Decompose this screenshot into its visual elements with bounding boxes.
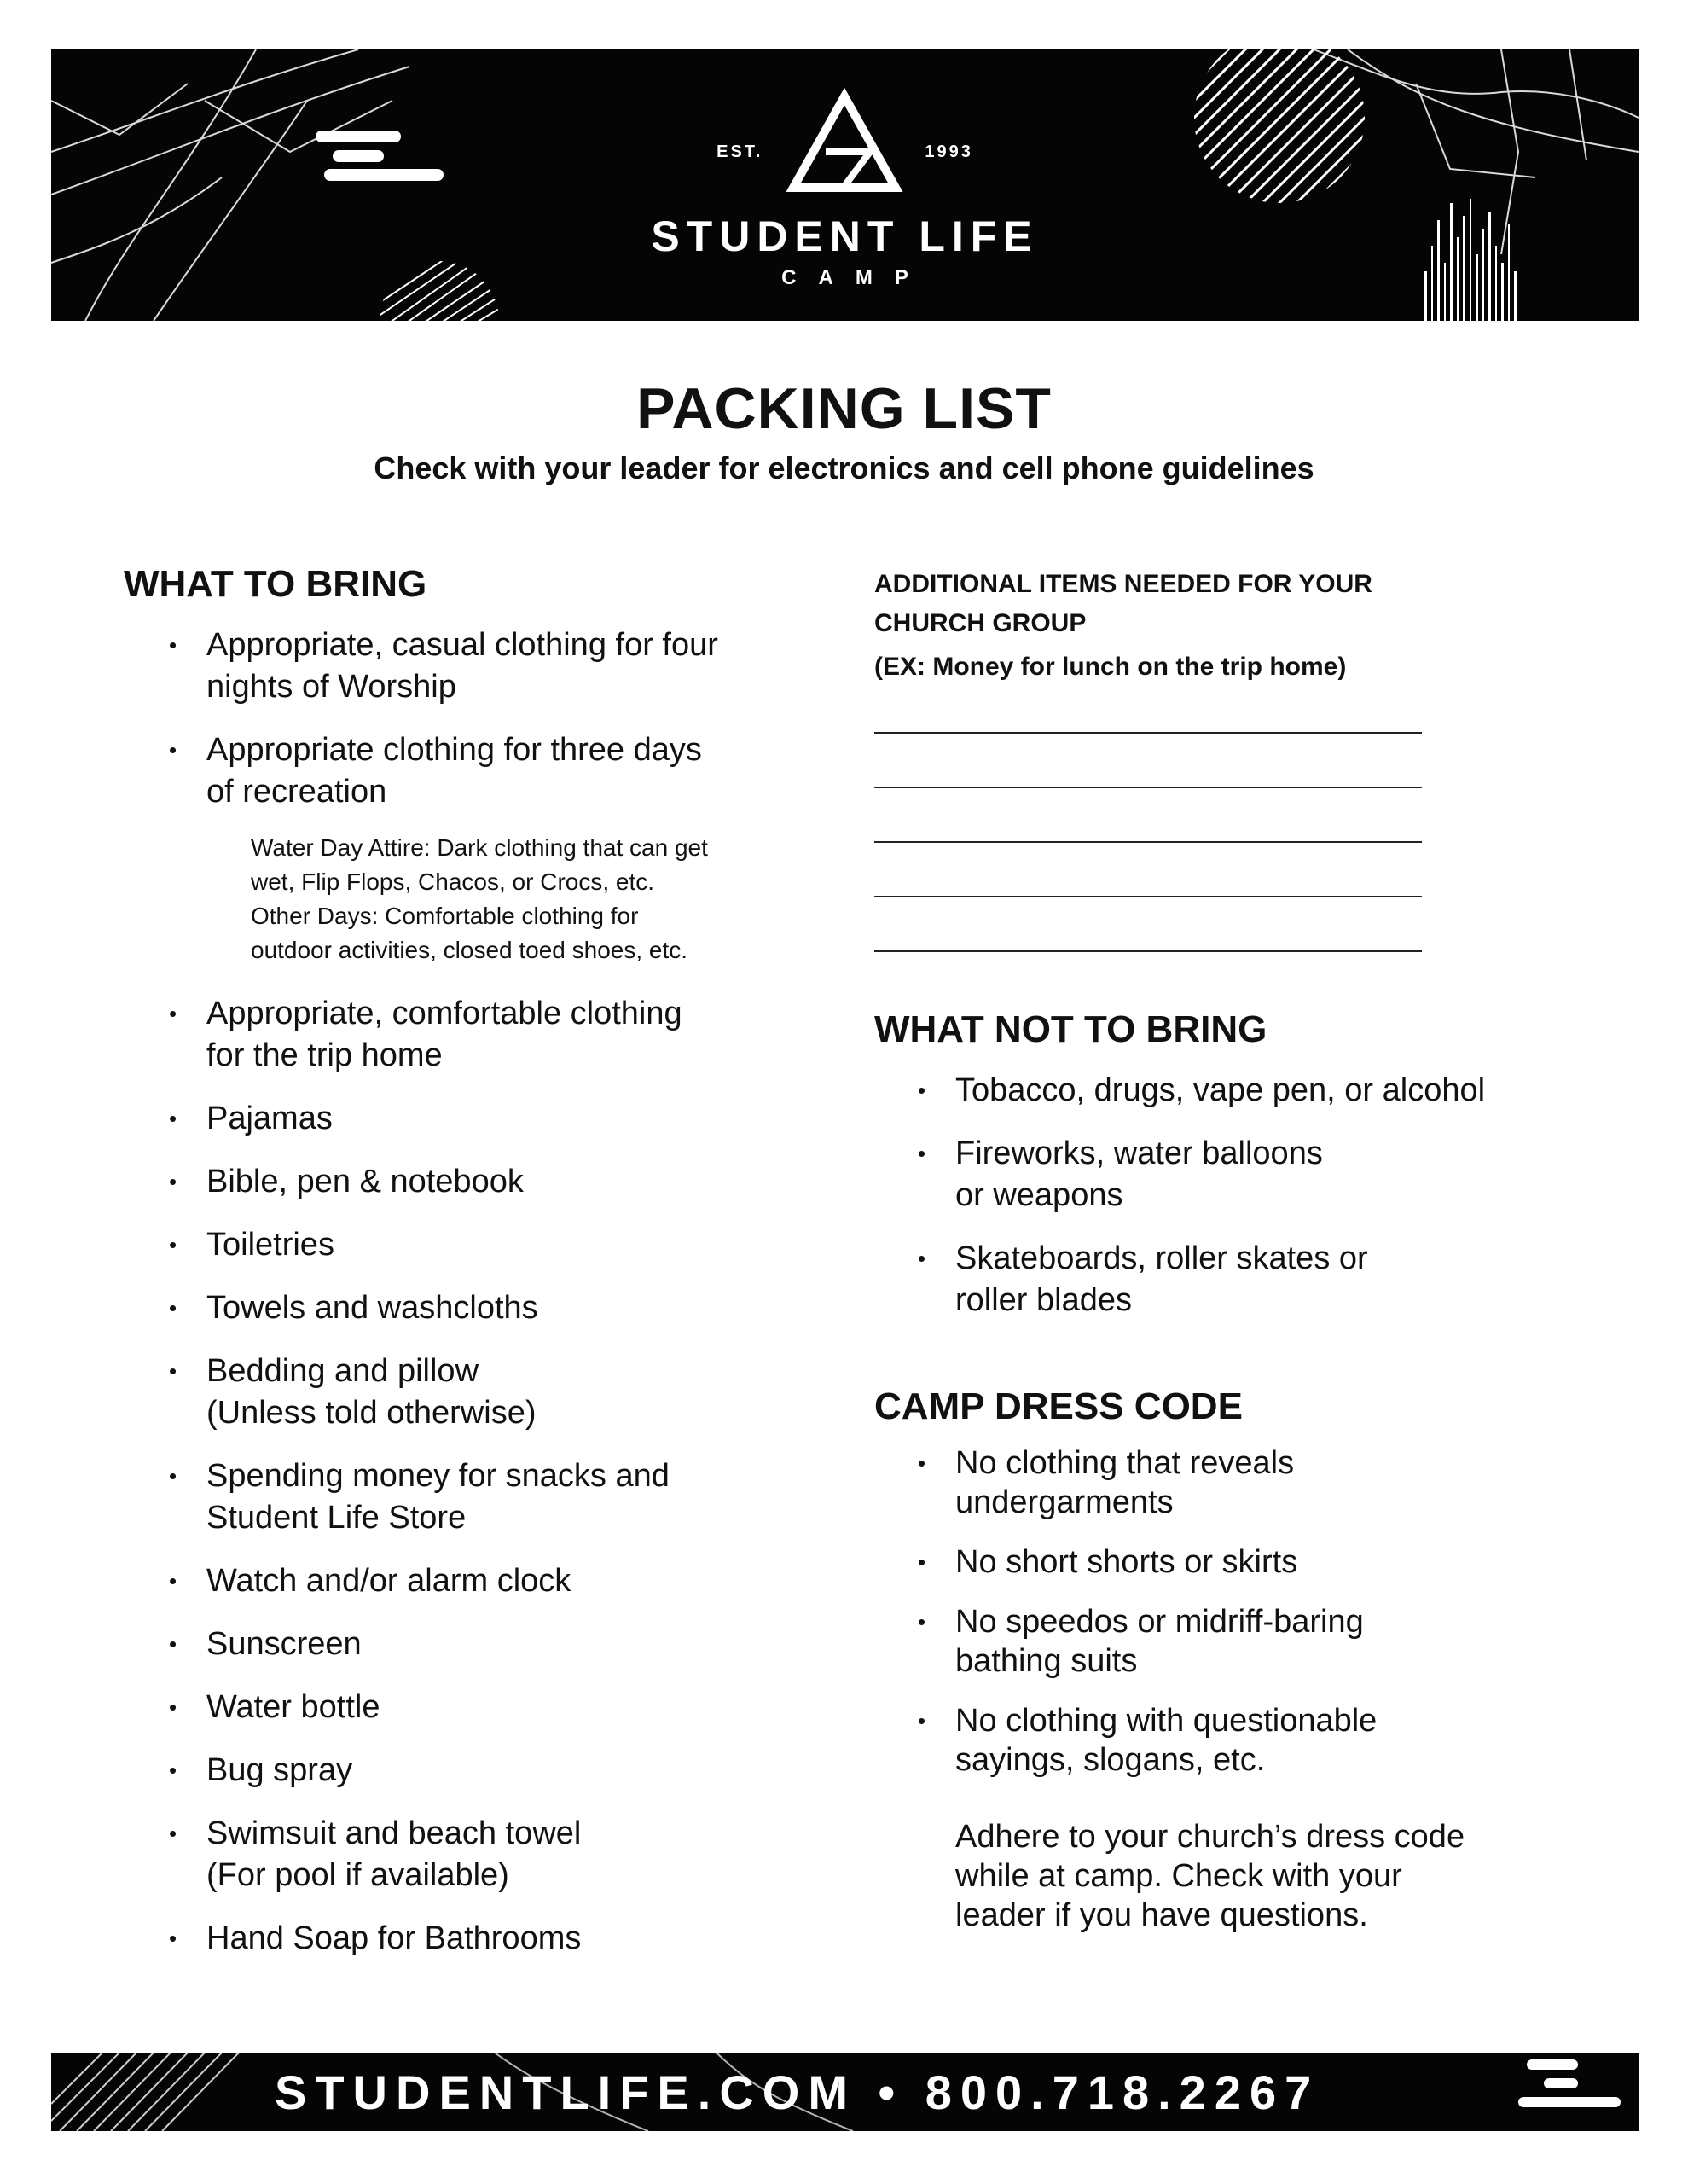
brand-sub: CAMP: [781, 266, 931, 289]
list-item: [169, 1161, 843, 1203]
additional-blank-lines: [874, 732, 1422, 1005]
blank-line[interactable]: [874, 732, 1422, 734]
list-item-line: bathing suits: [955, 1643, 1138, 1679]
list-item-line: • Bedding and pillow: [206, 1353, 479, 1389]
list-item-line: • Swimsuit and beach towel: [206, 1815, 582, 1851]
list-item-line: nights of Worship: [206, 669, 456, 705]
list-item-line: • Appropriate, comfortable clothing: [206, 996, 682, 1031]
what-not-to-bring-heading: WHAT NOT TO BRING: [874, 1008, 1267, 1050]
list-item-line: • No speedos or midriff-baring: [955, 1604, 1364, 1640]
list-item: [918, 1701, 1660, 1780]
brand-block: [51, 92, 1639, 290]
list-item-line: or weapons: [955, 1177, 1123, 1213]
footer-contact: STUDENTLIFE.COM • 800.718.2267: [275, 2065, 1320, 2119]
list-item: [169, 1623, 843, 1665]
list-item-line: • Towels and washcloths: [206, 1290, 538, 1326]
list-item-line: Student Life Store: [206, 1500, 467, 1536]
list-item-line: • Fireworks, water balloons: [955, 1136, 1323, 1171]
list-item-line: roller blades: [955, 1282, 1132, 1318]
list-item: [918, 1542, 1660, 1582]
list-item-line: • Bible, pen & notebook: [206, 1164, 524, 1199]
what-to-bring-list: [169, 624, 843, 1981]
blank-line[interactable]: [874, 787, 1422, 788]
brand-est-row: [51, 92, 1639, 203]
list-item-line: • Bug spray: [206, 1752, 353, 1788]
list-item: [918, 1070, 1660, 1112]
list-item-line: • Sunscreen: [206, 1626, 362, 1662]
list-item-line: undergarments: [955, 1484, 1174, 1520]
list-item: [169, 993, 843, 1077]
list-item: [918, 1602, 1660, 1681]
list-item-line: • Appropriate clothing for three days: [206, 732, 702, 768]
list-item-line: • Toiletries: [206, 1227, 334, 1263]
list-item-line: • Tobacco, drugs, vape pen, or alcohol: [955, 1072, 1486, 1108]
list-item-line: • Pajamas: [206, 1101, 333, 1136]
list-item-line: for the trip home: [206, 1037, 443, 1073]
page-subtitle: Check with your leader for electronics and cell phone guidelines: [374, 450, 1314, 485]
list-item: [918, 1443, 1660, 1522]
list-item: [169, 1750, 843, 1792]
additional-heading-line1: ADDITIONAL ITEMS NEEDED FOR YOUR: [874, 570, 1372, 598]
list-item: [169, 1918, 843, 1960]
additional-heading: [874, 565, 1372, 643]
dress-code-list: [918, 1443, 1660, 1800]
blank-line[interactable]: [874, 950, 1422, 952]
list-item-line: (Unless told otherwise): [206, 1395, 537, 1431]
what-to-bring-heading: WHAT TO BRING: [124, 563, 427, 605]
page-title: PACKING LIST: [636, 376, 1052, 441]
list-item: [918, 1238, 1660, 1321]
what-not-to-bring-list: [918, 1070, 1660, 1343]
dress-code-note-line: Adhere to your church’s dress code: [955, 1819, 1465, 1855]
list-item-line: • No clothing that reveals: [955, 1445, 1295, 1481]
blank-line[interactable]: [874, 896, 1422, 897]
list-item-line: (For pool if available): [206, 1857, 509, 1893]
list-item-line: • Spending money for snacks and: [206, 1458, 670, 1494]
list-item-line: • No short shorts or skirts: [955, 1544, 1298, 1580]
footer-banner: [51, 2053, 1639, 2131]
list-item-line: • Watch and/or alarm clock: [206, 1563, 571, 1599]
list-item: [169, 1350, 843, 1434]
dress-code-note: [955, 1817, 1552, 1935]
dress-code-heading: CAMP DRESS CODE: [874, 1385, 1243, 1427]
list-item: [169, 1224, 843, 1266]
dress-code-note-line: while at camp. Check with your: [955, 1858, 1402, 1894]
dress-code-note-line: leader if you have questions.: [955, 1897, 1368, 1933]
list-item-line: • Hand Soap for Bathrooms: [206, 1920, 582, 1956]
footer-wave-mark: [1518, 2059, 1621, 2107]
list-item-line: sayings, slogans, etc.: [955, 1742, 1266, 1778]
list-item-line: • Appropriate, casual clothing for four: [206, 627, 718, 663]
additional-heading-line2: CHURCH GROUP: [874, 609, 1087, 637]
list-item-line: • No clothing with questionable: [955, 1703, 1378, 1739]
list-item-line: of recreation: [206, 774, 387, 810]
list-item-line: • Skateboards, roller skates or: [955, 1240, 1368, 1276]
recreation-note: [169, 831, 843, 967]
list-item: [918, 1133, 1660, 1217]
additional-example: (EX: Money for lunch on the trip home): [874, 653, 1347, 681]
list-item: [169, 1813, 843, 1896]
header-banner: [51, 49, 1639, 321]
recreation-note-line: outdoor activities, closed toed shoes, etc.: [251, 937, 688, 963]
recreation-note-line: wet, Flip Flops, Chacos, or Crocs, etc.: [251, 868, 655, 895]
list-item: [169, 624, 843, 708]
est-year: 1993: [925, 142, 973, 161]
list-item: [169, 1455, 843, 1539]
list-item: [169, 1687, 843, 1728]
est-label: EST.: [716, 142, 763, 161]
blank-line[interactable]: [874, 841, 1422, 843]
list-item: [169, 729, 843, 813]
list-item: [169, 1560, 843, 1602]
list-item-line: • Water bottle: [206, 1689, 380, 1725]
list-item: [169, 1098, 843, 1140]
list-item: [169, 1287, 843, 1329]
brand-name: STUDENT LIFE: [651, 212, 1039, 260]
recreation-note-line: Water Day Attire: Dark clothing that can get: [251, 834, 708, 861]
recreation-note-line: Other Days: Comfortable clothing for: [251, 903, 639, 929]
